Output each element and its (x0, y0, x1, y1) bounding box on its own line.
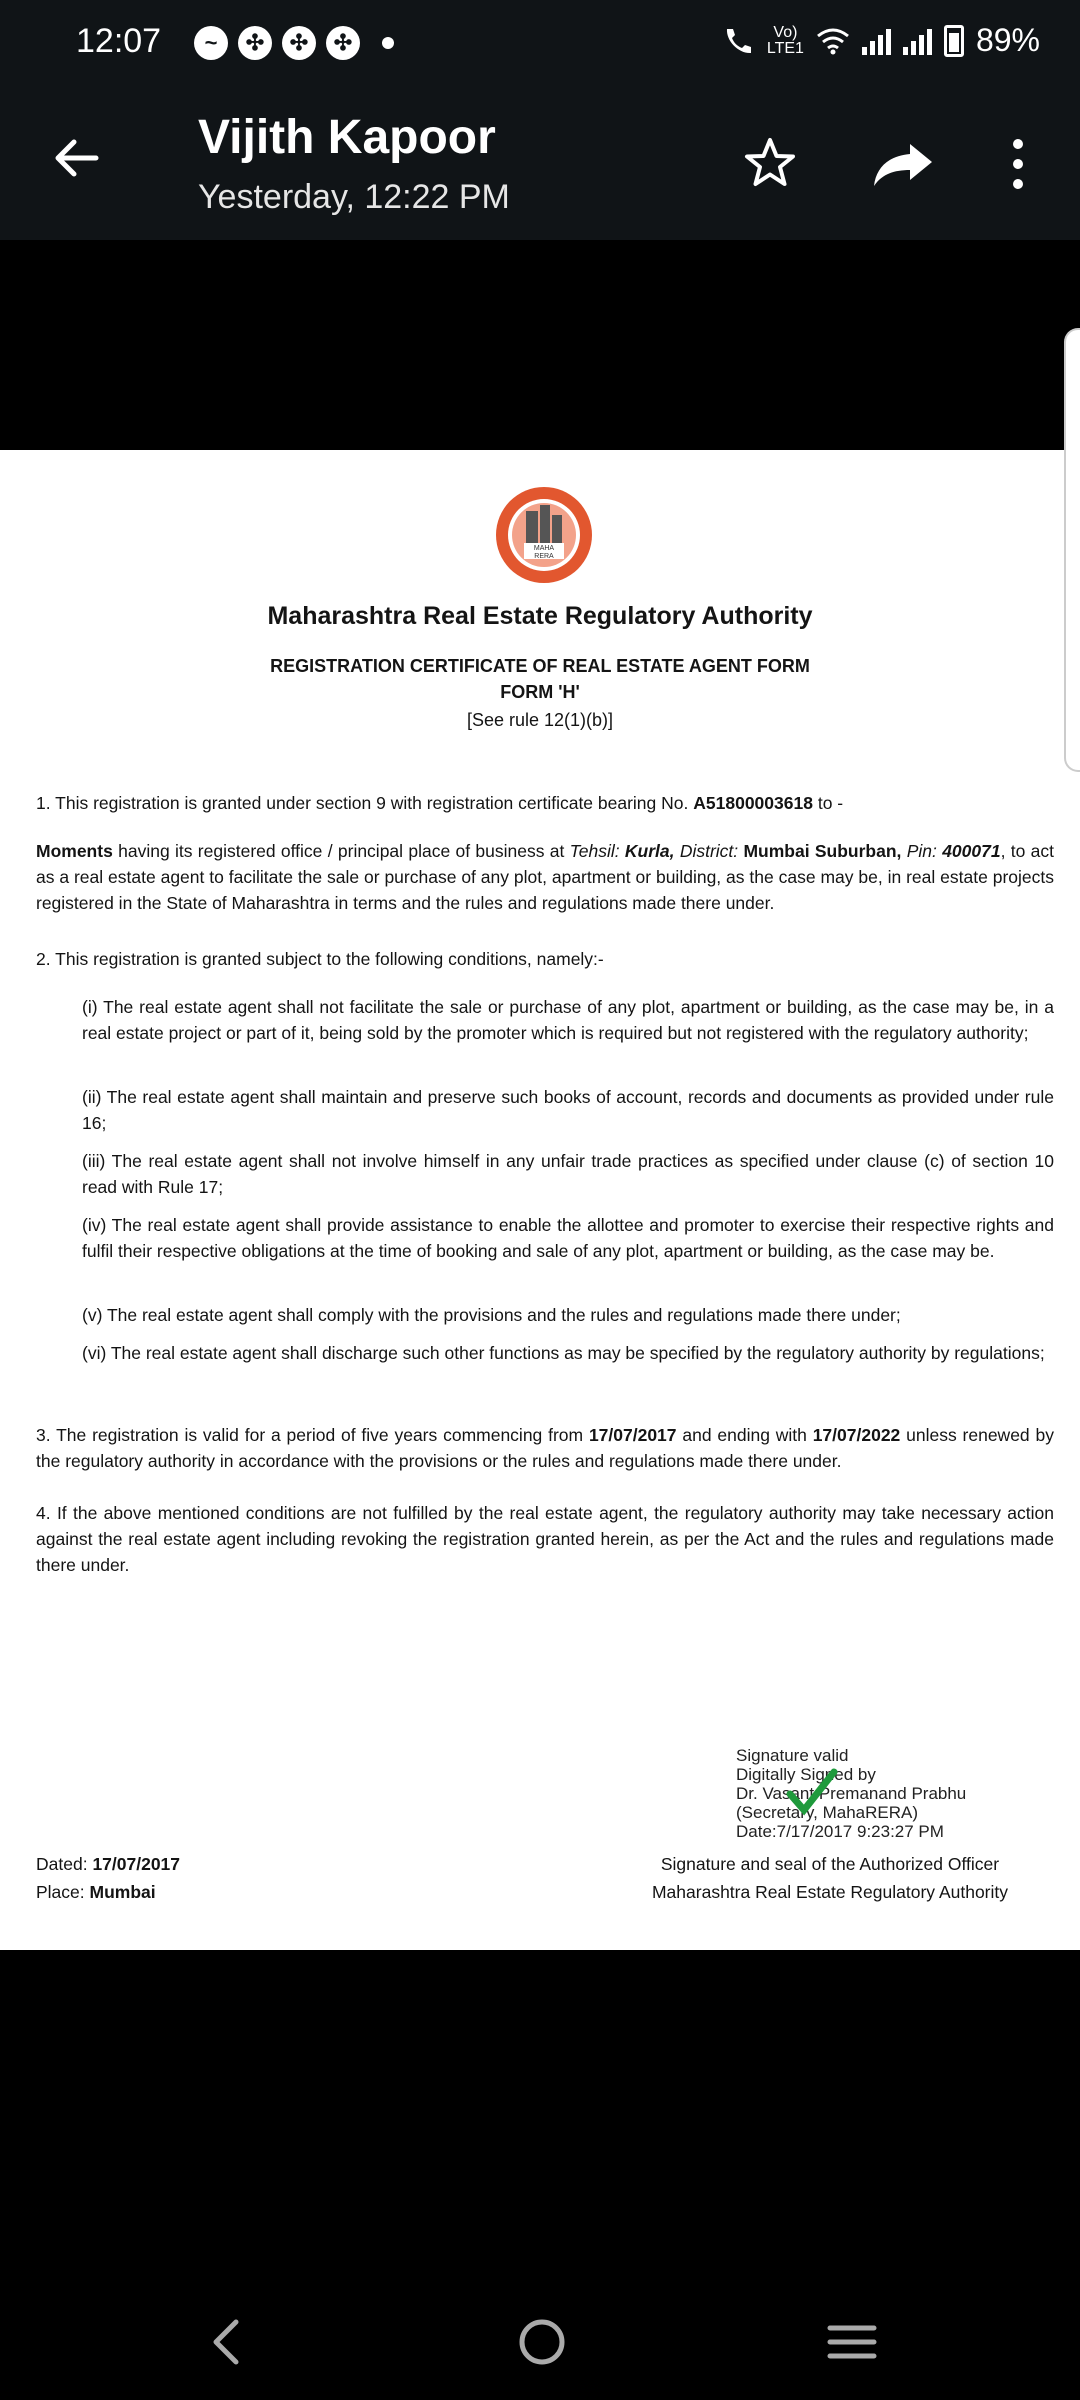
status-indicators (721, 22, 1040, 59)
volte-icon: Vo) LTE1 (766, 23, 804, 57)
signature-check-icon (786, 1768, 838, 1816)
condition-item: (ii) The real estate agent shall maintain and preserve such books of account, records and documents as provided under rule 16; (82, 1087, 1054, 1133)
registration-number: A51800003618 (693, 793, 813, 813)
wifi-icon (816, 27, 850, 55)
start-date: 17/07/2017 (588, 1425, 677, 1445)
contact-name: Vijith Kapoor (198, 111, 496, 164)
status-time: 12:07 (76, 22, 162, 60)
back-arrow-icon[interactable] (46, 128, 106, 188)
status-bar (0, 0, 1080, 88)
certificate-image[interactable] (0, 450, 1080, 1950)
star-icon[interactable] (740, 134, 800, 194)
nav-back-icon[interactable] (200, 2314, 256, 2370)
condition-item: (iv) The real estate agent shall provide assistance to enable the allottee and promoter to exercise their respective rights and fulfil their respective obligations at the time of booking and sale of any plot, apartment or building, as the case may be. (82, 1215, 1054, 1261)
messenger-icon: ~ (194, 26, 228, 60)
paragraph-2: 2. This registration is granted subject to the following conditions, namely:- (36, 949, 604, 969)
paragraph-1b: Moments having its registered office / principal place of business at Tehsil: Kurla, District: Mumbai Suburban, Pin: 400071, to act as a real estate agent to facilitate the sale or purchase of any plot, apartment or building, as the case may be, in real estate projects registered in the State of Maharashtra in terms and the rules and regulations made there under. (36, 841, 1054, 913)
app-notification-icon: ✣ (326, 26, 360, 60)
app-notification-icon: ✣ (238, 26, 272, 60)
signal-icon (862, 27, 891, 55)
nav-recent-apps-icon[interactable] (824, 2314, 880, 2370)
battery-percent: 89% (975, 22, 1040, 58)
app-bar (0, 88, 1080, 240)
condition-item: (v) The real estate agent shall comply with the provisions and the rules and regulations made there under; (82, 1305, 901, 1325)
svg-text:RERA: RERA (534, 553, 554, 560)
more-options-icon[interactable] (1000, 134, 1036, 194)
wifi-call-icon (721, 25, 755, 57)
navigation-bar (0, 2290, 1080, 2400)
paragraph-1: 1. This registration is granted under section 9 with registration certificate bearing No. A51800003618 to - (36, 793, 844, 813)
place-line: Place: Mumbai (36, 1882, 156, 1902)
signal-icon (903, 27, 932, 55)
notification-icons (194, 26, 394, 60)
share-icon[interactable] (870, 134, 936, 194)
officer-signature-label: Signature and seal of the Authorized Officer (660, 1854, 1000, 1874)
authority-name: Maharashtra Real Estate Regulatory Authority (651, 1882, 1008, 1902)
battery-icon (944, 25, 964, 57)
paragraph-4: 4. If the above mentioned conditions are not fulfilled by the real estate agent, the regulatory authority may take necessary action against the real estate agent including revoking the registration granted herein, as per the Act and the rules and regulations made there under. (36, 1503, 1054, 1575)
rule-reference: [See rule 12(1)(b)] (466, 710, 614, 730)
certificate-title: REGISTRATION CERTIFICATE OF REAL ESTATE AGENT FORM (270, 656, 810, 676)
digital-signature: Signature valid Digitally Signed by Dr. Vasant Premanand Prabhu (Secretary, MahaRERA) Date:7/17/2017 9:23:27 PM (736, 1746, 967, 1841)
svg-text:MAHA: MAHA (533, 545, 555, 552)
more-notifications-icon (382, 37, 394, 49)
paragraph-3: 3. The registration is valid for a period of five years commencing from 17/07/2017 and ending with 17/07/2022 unless renewed by the regulatory authority in accordance with the provisions or the rules and regulations made there under. (36, 1425, 1054, 1471)
end-date: 17/07/2022 (812, 1425, 901, 1445)
maharera-logo (494, 485, 594, 585)
org-title: Maharashtra Real Estate Regulatory Authority (267, 602, 813, 630)
condition-item: (iii) The real estate agent shall not involve himself in any unfair trade practices as specified under clause (c) of section 10 read with Rule 17; (82, 1151, 1054, 1197)
nav-home-icon[interactable] (514, 2314, 570, 2370)
condition-item: (vi) The real estate agent shall discharge such other functions as may be specified by the regulatory authority by regulations; (82, 1343, 1045, 1363)
agent-name: Moments (36, 841, 113, 861)
app-notification-icon: ✣ (282, 26, 316, 60)
edge-panel-handle[interactable] (1064, 328, 1080, 772)
form-label: FORM 'H' (500, 682, 580, 702)
condition-item: (i) The real estate agent shall not facilitate the sale or purchase of any plot, apartment or building, as the case may be, in a real estate project or part of it, being sold by the promoter which is required but not registered with the regulatory authority; (82, 997, 1054, 1043)
dated-line: Dated: 17/07/2017 (36, 1854, 181, 1874)
message-timestamp: Yesterday, 12:22 PM (198, 178, 510, 216)
